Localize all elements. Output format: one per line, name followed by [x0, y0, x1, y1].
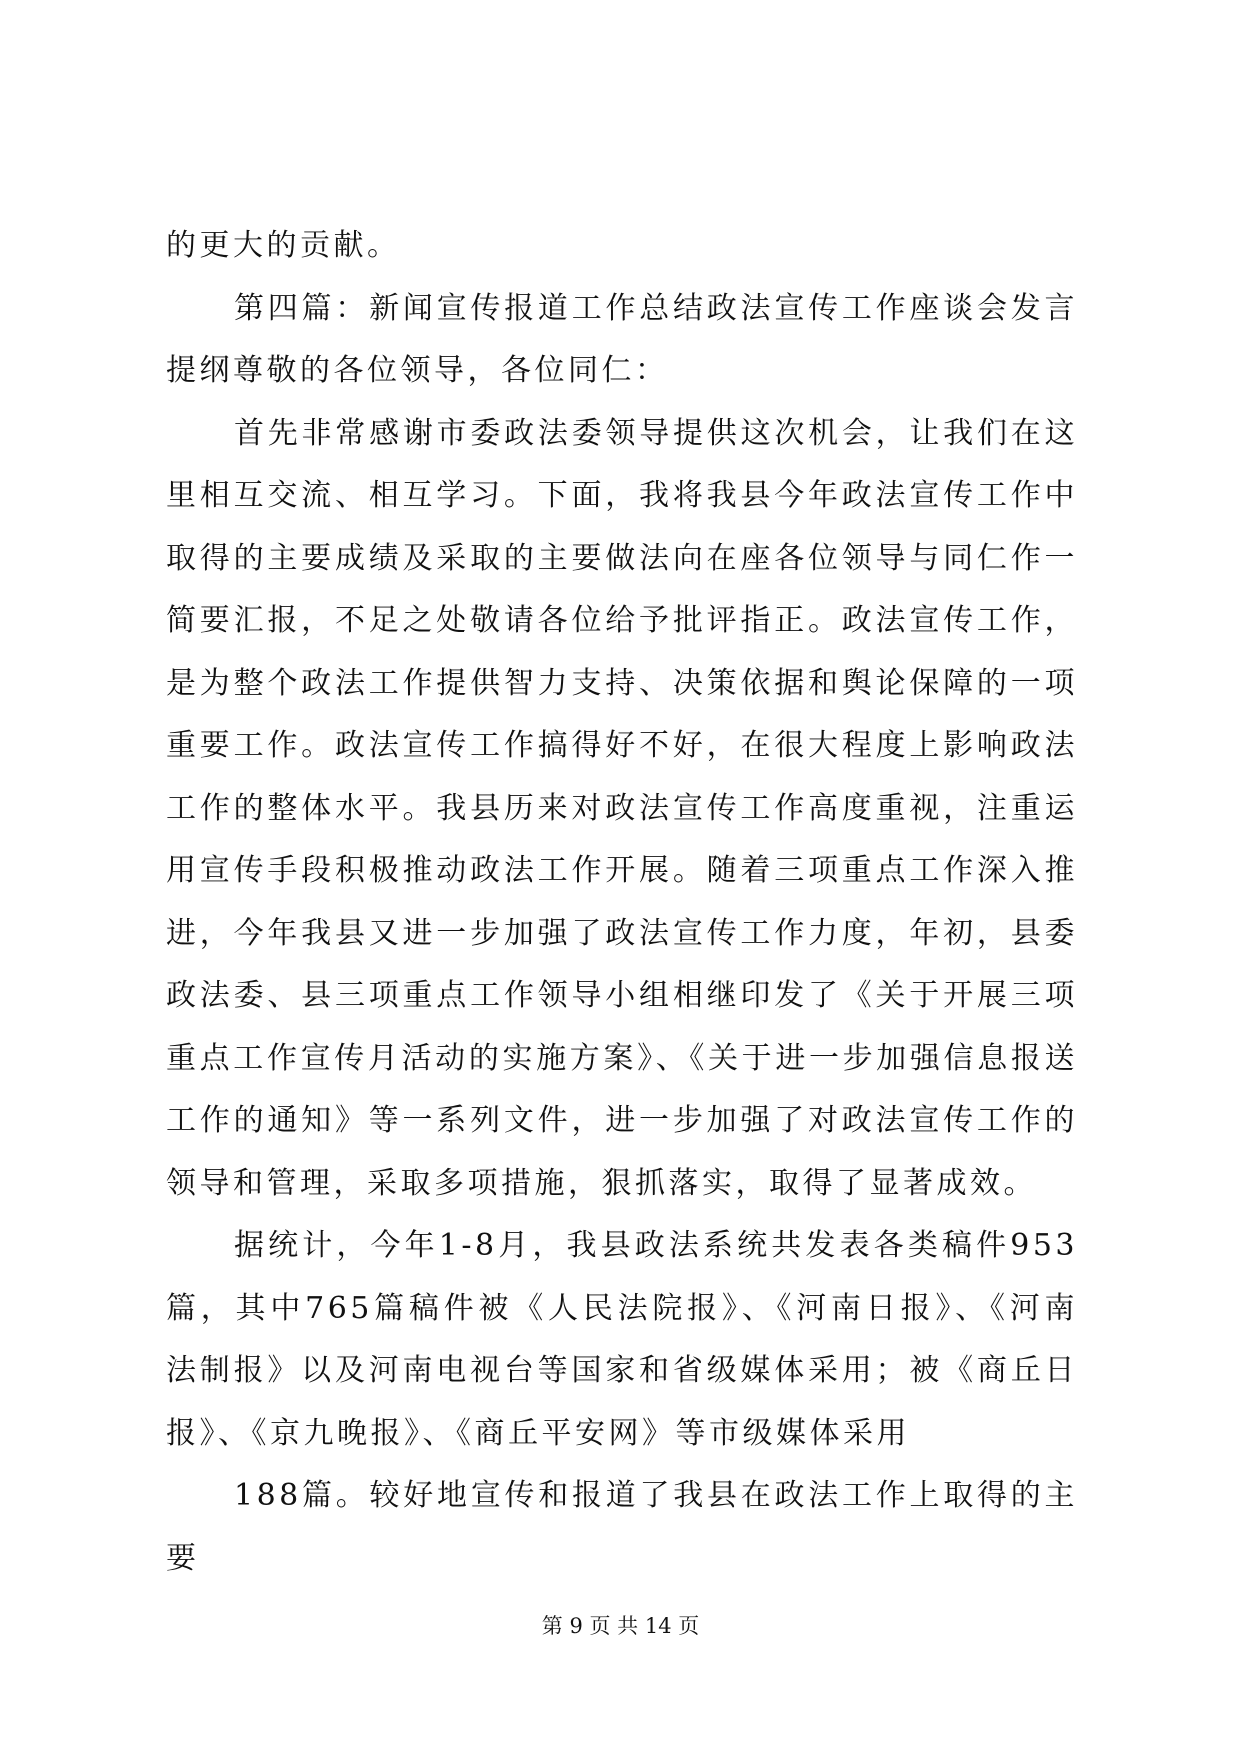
paragraph-1: 的更大的贡献。	[166, 228, 401, 263]
body-text	[166, 215, 1078, 1590]
paragraph-2: 第四篇：新闻宣传报道工作总结政法宣传工作座谈会发言提纲尊敬的各位领导，各位同仁：	[166, 290, 1078, 388]
paragraph-5: 188篇。较好地宣传和报道了我县在政法工作上取得的主要	[166, 1478, 1078, 1576]
page-footer: 第 9 页 共 14 页	[541, 1614, 700, 1638]
paragraph-4: 据统计，今年1-8月，我县政法系统共发表各类稿件953篇，其中765篇稿件被《人民法院报》、《河南日报》、《河南法制报》以及河南电视台等国家和省级媒体采用；被《商丘日报》、《京九晚报》、《商丘平安网》等市级媒体采用	[166, 1228, 1078, 1451]
paragraph-3: 首先非常感谢市委政法委领导提供这次机会，让我们在这里相互交流、相互学习。下面，我将我县今年政法宣传工作中取得的主要成绩及采取的主要做法向在座各位领导与同仁作一简要汇报，不足之处敬请各位给予批评指正。政法宣传工作，是为整个政法工作提供智力支持、决策依据和舆论保障的一项重要工作。政法宣传工作搞得好不好，在很大程度上影响政法工作的整体水平。我县历来对政法宣传工作高度重视，注重运用宣传手段积极推动政法工作开展。随着三项重点工作深入推进，今年我县又进一步加强了政法宣传工作力度，年初，县委政法委、县三项重点工作领导小组相继印发了《关于开展三项重点工作宣传月活动的实施方案》、《关于进一步加强信息报送工作的通知》等一系列文件，进一步加强了对政法宣传工作的领导和管理，采取多项措施，狠抓落实，取得了显著成效。	[166, 415, 1078, 1201]
